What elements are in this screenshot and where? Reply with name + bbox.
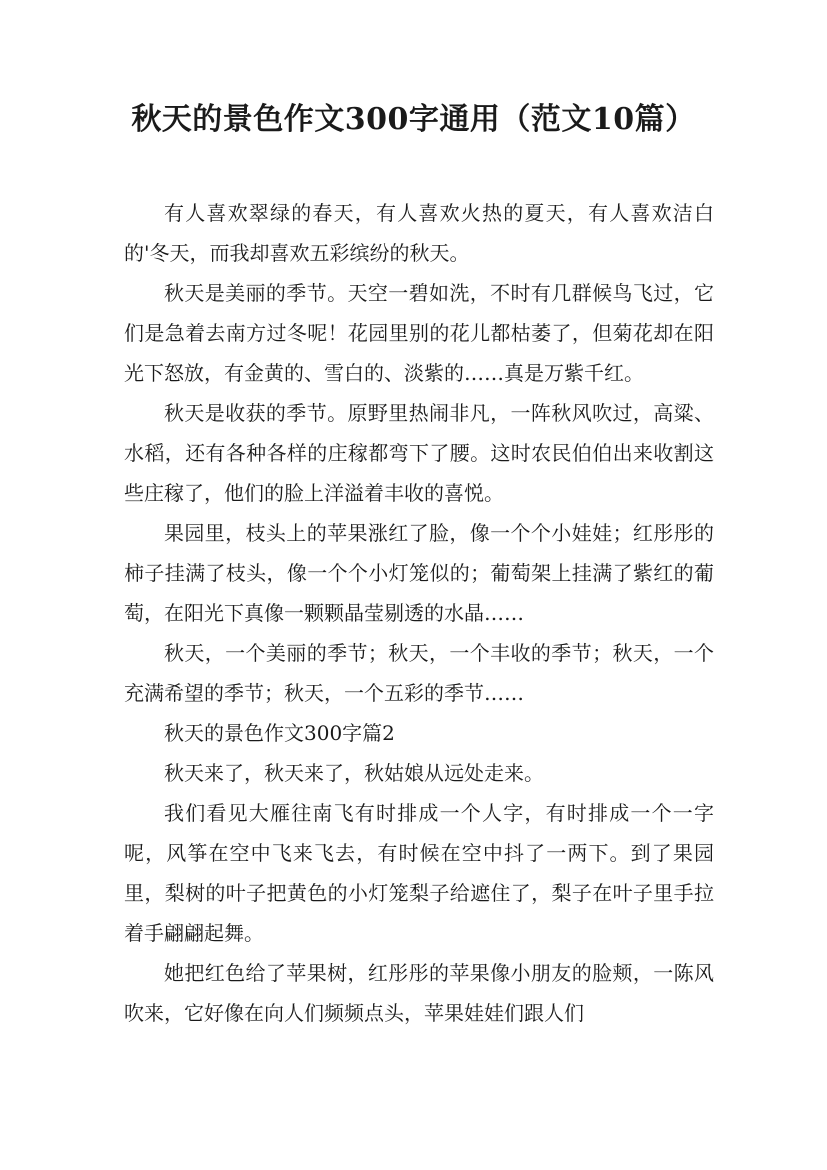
- paragraph: 秋天是美丽的季节。天空一碧如洗，不时有几群候鸟飞过，它们是急着去南方过冬呢！花园里别的花儿都枯萎了，但菊花却在阳光下怒放，有金黄的、雪白的、淡紫的……真是万紫千红。: [124, 281, 714, 385]
- paragraph: 秋天来了，秋天来了，秋姑娘从远处走来。: [164, 761, 544, 785]
- document-body: [124, 193, 714, 1033]
- paragraph: 有人喜欢翠绿的春天，有人喜欢火热的夏天，有人喜欢洁白的'冬天，而我却喜欢五彩缤纷的秋天。: [124, 201, 714, 265]
- paragraph: 她把红色给了苹果树，红彤彤的苹果像小朋友的脸颊，一陈风吹来，它好像在向人们频频点头，苹果娃娃们跟人们: [124, 961, 714, 1025]
- paragraph: 果园里，枝头上的苹果涨红了脸，像一个个小娃娃；红彤彤的柿子挂满了枝头，像一个个小灯笼似的；葡萄架上挂满了紫红的葡萄，在阳光下真像一颗颗晶莹剔透的水晶……: [124, 521, 714, 625]
- paragraph: 我们看见大雁往南飞有时排成一个人字，有时排成一个一字呢，风筝在空中飞来飞去，有时候在空中抖了一两下。到了果园里，梨树的叶子把黄色的小灯笼梨子给遮住了，梨子在叶子里手拉着手翩翩起舞。: [124, 801, 714, 945]
- section-heading: 秋天的景色作文300字篇2: [164, 721, 395, 745]
- paragraph: 秋天，一个美丽的季节；秋天，一个丰收的季节；秋天，一个充满希望的季节；秋天，一个五彩的季节……: [124, 641, 714, 705]
- document-title: 秋天的景色作文300字通用（范文10篇）: [131, 102, 696, 137]
- paragraph: 秋天是收获的季节。原野里热闹非凡，一阵秋风吹过，高粱、水稻，还有各种各样的庄稼都弯下了腰。这时农民伯伯出来收割这些庄稼了，他们的脸上洋溢着丰收的喜悦。: [124, 401, 714, 505]
